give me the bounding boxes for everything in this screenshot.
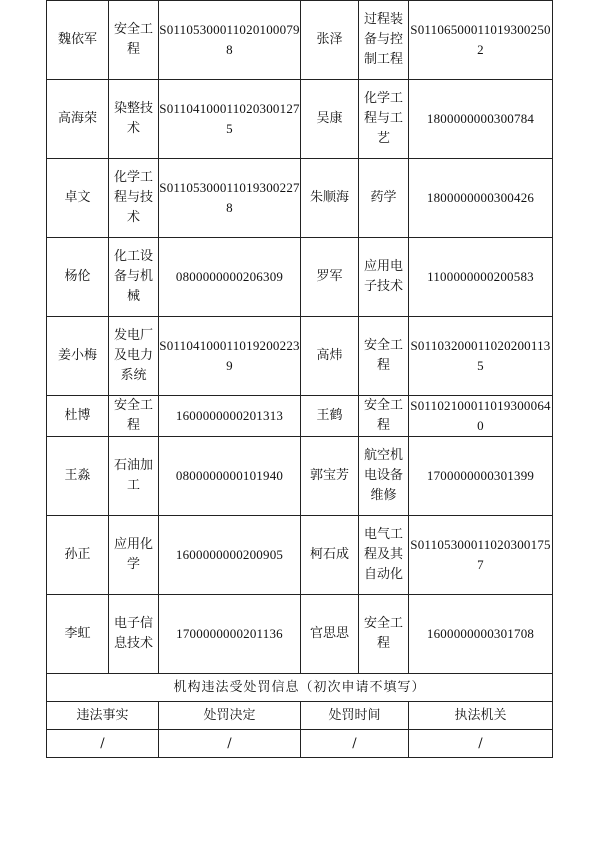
table-row (47, 159, 553, 238)
person-major: 过程装备与控制工程 (359, 1, 409, 80)
person-cert-number: S011041000110192002239 (159, 317, 301, 396)
person-name: 柯石成 (301, 516, 359, 595)
person-cert-number: 1800000000300784 (409, 80, 553, 159)
person-major: 应用化学 (109, 516, 159, 595)
person-major: 染整技术 (109, 80, 159, 159)
person-name: 罗军 (301, 238, 359, 317)
person-major: 电气工程及其自动化 (359, 516, 409, 595)
person-name: 王鹤 (301, 396, 359, 437)
person-cert-number: S011053000110203001757 (409, 516, 553, 595)
penalty-header-authority: 执法机关 (409, 702, 553, 730)
person-cert-number: 0800000000206309 (159, 238, 301, 317)
person-major: 航空机电设备维修 (359, 437, 409, 516)
person-name: 杜博 (47, 396, 109, 437)
person-name: 杨伦 (47, 238, 109, 317)
person-cert-number: 1700000000201136 (159, 595, 301, 674)
person-name: 魏依军 (47, 1, 109, 80)
person-cert-number: 1600000000200905 (159, 516, 301, 595)
person-name: 吴康 (301, 80, 359, 159)
person-cert-number: S011053000110193002278 (159, 159, 301, 238)
table-row (47, 437, 553, 516)
penalty-value-authority: / (409, 730, 553, 758)
penalty-caption: 机构违法受处罚信息（初次申请不填写） (47, 674, 553, 702)
penalty-value-decision: / (159, 730, 301, 758)
penalty-value-time: / (301, 730, 409, 758)
person-cert-number: S011065000110193002502 (409, 1, 553, 80)
person-name: 张泽 (301, 1, 359, 80)
person-name: 孙正 (47, 516, 109, 595)
person-cert-number: 1600000000301708 (409, 595, 553, 674)
person-major: 化工设备与机械 (109, 238, 159, 317)
person-cert-number: 0800000000101940 (159, 437, 301, 516)
person-name: 王淼 (47, 437, 109, 516)
person-name: 朱顺海 (301, 159, 359, 238)
penalty-header-decision: 处罚决定 (159, 702, 301, 730)
penalty-value-fact: / (47, 730, 159, 758)
person-major: 化学工程与技术 (109, 159, 159, 238)
person-name: 姜小梅 (47, 317, 109, 396)
person-cert-number: 1800000000300426 (409, 159, 553, 238)
person-major: 药学 (359, 159, 409, 238)
person-cert-number: 1700000000301399 (409, 437, 553, 516)
person-major: 化学工程与工艺 (359, 80, 409, 159)
person-major: 安全工程 (359, 595, 409, 674)
person-name: 高炜 (301, 317, 359, 396)
penalty-header-time: 处罚时间 (301, 702, 409, 730)
person-cert-number: S011053000110201000798 (159, 1, 301, 80)
person-major: 安全工程 (109, 1, 159, 80)
table-row (47, 238, 553, 317)
table-row (47, 516, 553, 595)
person-cert-number: 1600000000201313 (159, 396, 301, 437)
penalty-header-fact: 违法事实 (47, 702, 159, 730)
person-major: 应用电子技术 (359, 238, 409, 317)
table-row (47, 317, 553, 396)
table-row (47, 1, 553, 80)
table-row (47, 80, 553, 159)
person-cert-number: S011041000110203001275 (159, 80, 301, 159)
person-cert-number: 1100000000200583 (409, 238, 553, 317)
person-name: 郭宝芳 (301, 437, 359, 516)
person-name: 李虹 (47, 595, 109, 674)
person-cert-number: S011021000110193000640 (409, 396, 553, 437)
person-major: 安全工程 (359, 396, 409, 437)
person-name: 高海荣 (47, 80, 109, 159)
personnel-table (46, 0, 553, 758)
person-name: 卓文 (47, 159, 109, 238)
person-major: 安全工程 (109, 396, 159, 437)
person-major: 石油加工 (109, 437, 159, 516)
person-major: 电子信息技术 (109, 595, 159, 674)
table-row (47, 595, 553, 674)
person-cert-number: S011032000110202001135 (409, 317, 553, 396)
person-major: 安全工程 (359, 317, 409, 396)
person-major: 发电厂及电力系统 (109, 317, 159, 396)
person-name: 官思思 (301, 595, 359, 674)
table-row (47, 396, 553, 437)
